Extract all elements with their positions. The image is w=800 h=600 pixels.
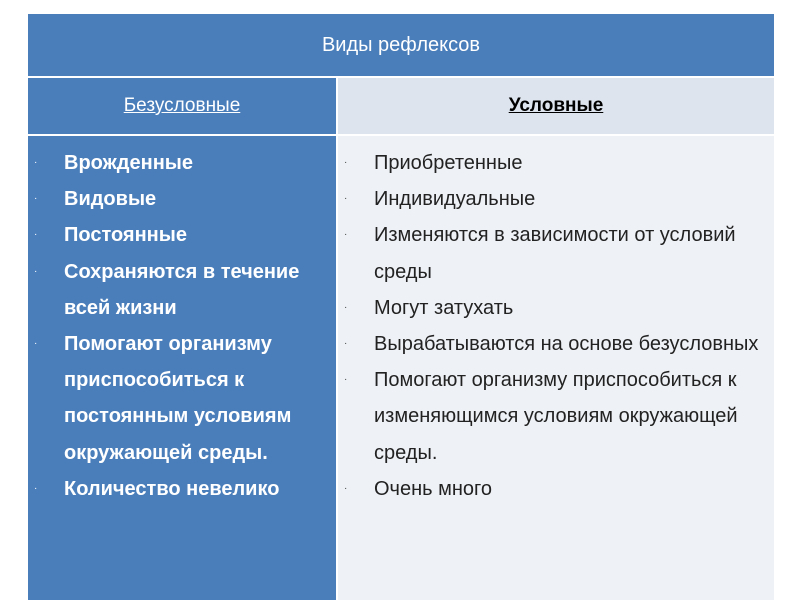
conditioned-list bbox=[338, 145, 774, 507]
list-item-text: Вырабатываются на основе безусловных bbox=[374, 333, 759, 356]
unconditioned-column bbox=[28, 136, 336, 600]
list-item bbox=[338, 181, 774, 217]
bullet-icon: · bbox=[34, 338, 38, 350]
column-header-conditioned: Условные bbox=[338, 78, 774, 134]
list-item-text: Помогают организму приспособиться к постоянным условиям окружающей среды. bbox=[64, 333, 292, 464]
list-item-text: Очень много bbox=[374, 477, 493, 500]
list-item bbox=[338, 290, 774, 326]
list-item-text: Индивидуальные bbox=[374, 188, 536, 211]
column-header-unconditioned: Безусловные bbox=[28, 78, 336, 134]
list-item bbox=[28, 326, 336, 471]
list-item-text: Врожденные bbox=[64, 152, 193, 174]
bullet-icon: · bbox=[34, 229, 38, 241]
list-item-text: Приобретенные bbox=[374, 152, 523, 174]
list-item-text: Количество невелико bbox=[64, 477, 280, 500]
list-item-text: Сохраняются в течение всей жизни bbox=[64, 260, 300, 319]
unconditioned-list bbox=[28, 145, 336, 507]
list-item bbox=[338, 362, 774, 471]
bullet-icon: · bbox=[344, 374, 348, 386]
list-item-text: Помогают организму приспособиться к изменяющимся условиям окружающей среды. bbox=[374, 369, 738, 464]
list-item bbox=[28, 217, 336, 253]
bullet-icon: · bbox=[344, 229, 348, 241]
bullet-icon: · bbox=[344, 301, 348, 313]
list-item bbox=[338, 326, 774, 362]
list-item-text: Постоянные bbox=[64, 224, 187, 247]
list-item-text: Изменяются в зависимости от условий среды bbox=[374, 224, 736, 283]
list-item bbox=[28, 471, 336, 507]
list-item bbox=[28, 254, 336, 326]
list-item-text: Могут затухать bbox=[374, 296, 514, 319]
list-item bbox=[338, 471, 774, 507]
bullet-icon: · bbox=[34, 265, 38, 277]
conditioned-column bbox=[338, 136, 774, 600]
list-item-text: Видовые bbox=[64, 188, 157, 211]
list-item bbox=[28, 181, 336, 217]
bullet-icon: · bbox=[34, 193, 38, 205]
bullet-icon: · bbox=[344, 157, 348, 168]
bullet-icon: · bbox=[34, 482, 38, 494]
bullet-icon: · bbox=[344, 193, 348, 205]
list-item bbox=[338, 145, 774, 181]
list-item bbox=[28, 145, 336, 181]
bullet-icon: · bbox=[344, 482, 348, 494]
bullet-icon: · bbox=[344, 338, 348, 350]
reflex-types-table bbox=[28, 14, 774, 600]
table-title: Виды рефлексов bbox=[28, 14, 774, 76]
bullet-icon: · bbox=[34, 157, 38, 168]
list-item bbox=[338, 217, 774, 289]
